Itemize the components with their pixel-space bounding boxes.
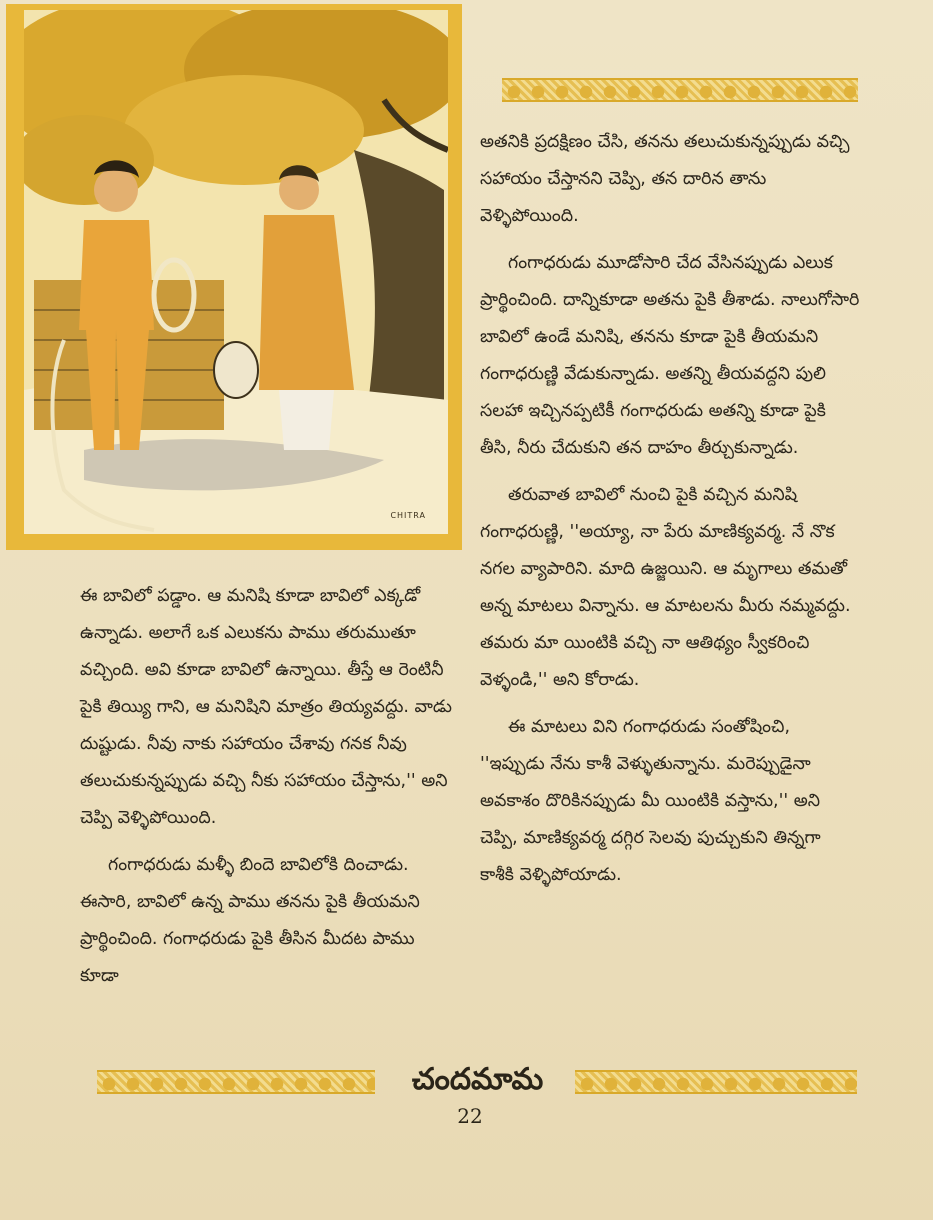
page-number: 22 (457, 1104, 483, 1128)
paragraph: అతనికి ప్రదక్షిణం చేసి, తనను తలుచుకున్నప్పుడు వచ్చి సహాయం చేస్తానని చెప్పి, తన దారిన తాను వెళ్ళిపోయింది. (480, 132, 850, 226)
illustration-drawing (24, 10, 448, 534)
paragraph: గంగాధరుడు మళ్ళీ బిందె బావిలోకి దించాడు. ఈసారి, బావిలో ఉన్న పాము తనను పైకి తీయమని ప్రార్థించింది. గంగాధరుడు పైకి తీసిన మీదట పాము కూడా (80, 855, 420, 986)
decorative-border-bottom-right (575, 1070, 857, 1094)
right-text-column (480, 124, 860, 904)
paragraph: ఈ బావిలో పడ్డాం. ఆ మనిషి కూడా బావిలో ఎక్కడో ఉన్నాడు. అలాగే ఒక ఎలుకను పాము తరుముతూ వచ్చింది. అవి కూడా బావిలో ఉన్నాయి. తీస్తే ఆ రెంటినీ పైకి తియ్యి గాని, ఆ మనిషిని మాత్రం తియ్యవద్దు. వాడు దుష్టుడు. నీవు నాకు సహాయం చేశావు గనక నీవు తలుచుకున్నప్పుడు వచ్చి నీకు సహాయం చేస్తాను,'' అని చెప్పి వెళ్ళిపోయింది. (80, 586, 452, 828)
story-illustration (24, 10, 448, 534)
paragraph: ఈ మాటలు విని గంగాధరుడు సంతోషించి, ''ఇప్పుడు నేను కాశీ వెళ్ళుతున్నాను. మరెప్పుడైనా అవకాశం దొరికినప్పుడు మీ యింటికి వస్తాను,'' అని చెప్పి, మాణిక్యవర్మ దగ్గిర సెలవు పుచ్చుకుని తిన్నగా కాశీకి వెళ్ళిపోయాడు. (480, 717, 821, 885)
illustration-frame (6, 4, 462, 550)
magazine-title: చందమామ (411, 1062, 544, 1097)
paragraph: గంగాధరుడు మూడోసారి చేద వేసినప్పుడు ఎలుక ప్రార్థించింది. దాన్నికూడా అతను పైకి తీశాడు. నాలుగోసారి బావిలో ఉండే మనిషి, తనను కూడా పైకి తీయమని గంగాధరుణ్ణి వేడుకున్నాడు. అతన్ని తీయవద్దని పులి సలహా ఇచ్చినప్పటికీ గంగాధరుడు అతన్ని కూడా పైకి తీసి, నీరు చేదుకుని తన దాహం తీర్చుకున్నాడు. (480, 253, 860, 458)
artist-signature: CHITRA (390, 511, 426, 520)
decorative-border-bottom-left (97, 1070, 375, 1094)
paragraph: తరువాత బావిలో నుంచి పైకి వచ్చిన మనిషి గంగాధరుణ్ణి, ''అయ్యా, నా పేరు మాణిక్యవర్మ. నే నొక నగల వ్యాపారిని. మాది ఉజ్జయిని. ఆ మృగాలు తమతో అన్న మాటలు విన్నాను. ఆ మాటలను మీరు నమ్మవద్దు. తమరు మా యింటికి వచ్చి నా ఆతిథ్యం స్వీకరించి వెళ్ళండి,'' అని కోరాడు. (480, 485, 851, 690)
decorative-border-top (502, 78, 858, 102)
left-text-column (80, 578, 458, 1005)
